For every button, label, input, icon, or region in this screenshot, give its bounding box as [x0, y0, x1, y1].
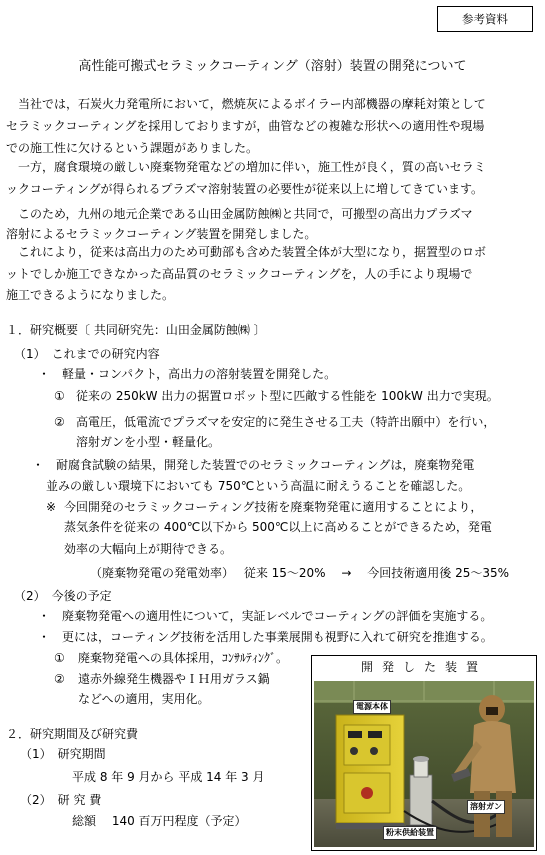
intro-line: 一方，腐食環境の厳しい廃棄物発電などの増加に伴い，施工性が良く，質の高いセラミ — [6, 160, 486, 174]
bullet-item: ・ 軽量・コンパクト，高出力の溶射装置を開発した。 — [38, 367, 337, 381]
intro-line: ックコーティングが得られるプラズマ溶射装置の必要性が従来以上に増してきています。 — [6, 182, 484, 196]
cost-value: 総額 140 百万円程度（予定） — [72, 814, 247, 828]
subsection-heading: （1） 研究期間 — [20, 747, 106, 761]
intro-line: ットでしか施工できなかった高品質のセラミックコーティングを，人の手により現場で — [6, 267, 473, 281]
subsection-heading: （2） 研 究 費 — [20, 793, 102, 807]
plan-subitem: 廃棄物発電への具体採用，ｺﾝｻﾙﾃｨﾝｸﾞ。 — [78, 651, 289, 665]
plan-subitem: 遠赤外線発生機器やＩＨ用ガラス鍋 — [78, 672, 270, 686]
subsection-heading: （1） これまでの研究内容 — [14, 347, 160, 361]
note-mark: ※ — [46, 500, 57, 514]
intro-line: このため，九州の地元企業である山田金属防蝕㈱と共同で，可搬型の高出力プラズマ — [6, 207, 473, 221]
equipment-photo — [314, 681, 534, 847]
intro-line: これにより，従来は高出力のため可動部も含めた装置全体が大型になり，据置型のロボ — [6, 245, 487, 259]
intro-line: 溶射によるセラミックコーティング装置を開発しました。 — [6, 227, 317, 241]
plan-item: ・ 更には，コーティング技術を活用した事業展開も視野に入れて研究を推進する。 — [38, 630, 493, 644]
intro-line: セラミックコーティングを採用しておりますが，曲管などの複雑な形状への適用性や現場 — [6, 119, 485, 133]
bullet-item: ・ 耐腐食試験の結果，開発した装置でのセラミックコーティングは，廃棄物発電 — [32, 458, 475, 472]
intro-line: での施工性に欠けるという課題がありました。 — [6, 141, 259, 155]
plan-subitem-cont: などへの適用，実用化。 — [78, 692, 210, 706]
numbered-item-cont: 溶射ガンを小型・軽量化。 — [76, 435, 221, 449]
intro-line: 施工できるようになりました。 — [6, 288, 175, 302]
section-heading: １．研究概要〔 共同研究先：山田金属防蝕㈱ 〕 — [6, 323, 266, 337]
plan-mark: ① — [54, 651, 65, 665]
intro-line: 当社では，石炭火力発電所において，燃焼灰によるボイラー内部機器の摩耗対策として — [6, 97, 486, 111]
note-line: 効率の大幅向上が期待できる。 — [64, 542, 233, 556]
period-value: 平成 8 年 9 月から 平成 14 年 3 月 — [72, 770, 265, 784]
bullet-item-cont: 並みの厳しい環境下においても 750℃という高温に耐えうることを確認した。 — [46, 479, 471, 493]
numbered-item: 従来の 250kW 出力の据置ロボット型に匹敵する性能を 100kW 出力で実現。 — [76, 389, 499, 403]
label-spray-gun: 溶射ガン — [467, 800, 505, 814]
numbered-mark: ① — [54, 389, 65, 403]
label-powder-feeder: 粉末供給装置 — [383, 826, 437, 840]
note-line: 蒸気条件を従来の 400℃以下から 500℃以上に高めることができるため，発電 — [64, 520, 492, 534]
page-title: 高性能可搬式セラミックコーティング（溶射）装置の開発について — [78, 59, 467, 74]
efficiency-line: （廃棄物発電の発電効率） 従来 15～20% → 今回技術適用後 25～35% — [90, 566, 510, 580]
section-heading: ２．研究期間及び研究費 — [6, 727, 139, 741]
numbered-item: 高電圧，低電流でプラズマを安定的に発生させる工夫（特許出願中）を行い， — [76, 415, 496, 429]
reference-label: 参考資料 — [437, 6, 533, 32]
label-power-unit: 電源本体 — [353, 700, 391, 714]
subsection-heading: （2） 今後の予定 — [14, 589, 112, 603]
numbered-mark: ② — [54, 415, 65, 429]
note-line: 今回開発のセラミックコーティング技術を廃棄物発電に適用することにより， — [64, 500, 483, 514]
photo-title: 開発した装置 — [360, 660, 487, 674]
plan-item: ・ 廃棄物発電への適用性について，実証レベルでコーティングの評価を実施する。 — [38, 609, 493, 623]
plan-mark: ② — [54, 672, 65, 686]
